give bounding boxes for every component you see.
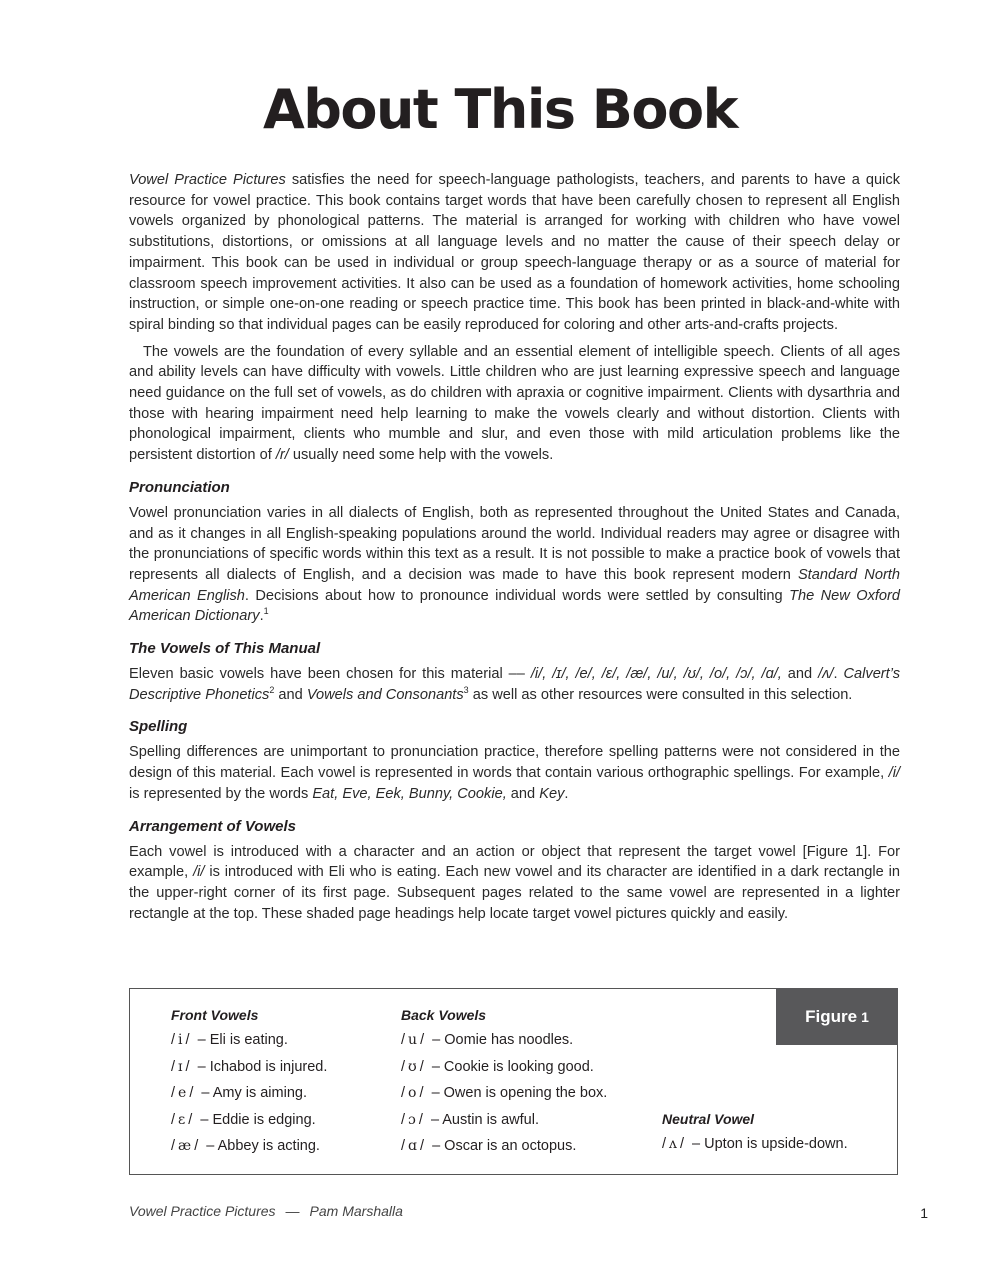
vowels-manual-paragraph: Eleven basic vowels have been chosen for this material –– /i/, /ɪ/, /e/, /ɛ/, /æ/, /u/, /ʊ/, /o/, /ɔ/, /ɑ/, and /ʌ/. Calvert’s Descriptive Phonetics$^2$ and Vowels and Consonants$^3$ as well as other resources were consulted in this selection.: [129, 666, 901, 703]
page-title: About This Book: [262, 78, 738, 141]
neutral-vowel-heading: Neutral Vowel: [662, 1111, 755, 1127]
footer-book-title: Vowel Practice Pictures: [129, 1203, 276, 1219]
footnote-ref-3: 3: [463, 684, 469, 695]
footnote-ref-1: 1: [263, 606, 269, 617]
vowel-item: / o / – Owen is opening the box.: [401, 1085, 608, 1101]
vowel-item: / ɔ / – Austin is awful.: [401, 1111, 539, 1128]
figure-1-box: [129, 988, 898, 1175]
book-title-italic: Vowel Practice Pictures: [129, 172, 286, 188]
front-vowels-heading: Front Vowels: [171, 1007, 259, 1023]
vowel-item: / ʌ / – Upton is upside-down.: [662, 1136, 848, 1152]
footer-credit: Vowel Practice Pictures — Pam Marshalla: [129, 1203, 403, 1219]
section-heading-spelling: Spelling: [129, 718, 188, 736]
footnote-ref-2: 2: [269, 684, 275, 695]
front-vowels-column: [171, 1007, 327, 1163]
vowel-item: / ɪ / – Ichabod is injured.: [171, 1058, 328, 1075]
vowel-item: / ɑ / – Oscar is an octopus.: [401, 1138, 577, 1154]
vowel-item: / i / – Eli is eating.: [171, 1032, 288, 1048]
figure-label-tab: Figure 1: [776, 988, 898, 1045]
pronunciation-paragraph: Vowel pronunciation varies in all dialects of English, both as represented throughout the United States and Canada, and as it changes in all English-speaking populations around the world. Individual readers may agree or disagree with the pronunciations of specific words within this text as a result. It is not possible to make a practice book of vowels that represents all dialects of English, and a decision was made to have this book represent modern Standard North American English. Decisions about how to pronounce individual words were settled by consulting The New Oxford American Dictionary.$^1$: [129, 504, 901, 625]
section-heading-pronunciation: Pronunciation: [129, 478, 230, 496]
section-heading-arrangement: Arrangement of Vowels: [129, 817, 296, 835]
vowel-item: / ɛ / – Eddie is edging.: [171, 1111, 316, 1128]
vowel-item: / ʊ / – Cookie is looking good.: [401, 1058, 594, 1075]
section-heading-vowels-manual: The Vowels of This Manual: [129, 640, 321, 658]
back-vowels-column: [401, 1007, 607, 1163]
page-number: 1: [920, 1205, 928, 1221]
vowel-item: / u / – Oomie has noodles.: [401, 1032, 574, 1048]
vowel-item: / e / – Amy is aiming.: [171, 1085, 307, 1101]
vowel-item: / æ / – Abbey is acting.: [171, 1138, 320, 1154]
intro-paragraph-2: The vowels are the foundation of every syllable and an essential element of intelligible speech. Clients of all ages and ability levels can have difficulty with vowels. Little children who are just learning expressive speech and language need guidance on the full set of vowels, as do children with apraxia or cognitive impairment. Clients with dysarthria and those with hearing impairment need help learning to make the vowels clearly and without distortion. Clients with phonological impairment, clients who mumble and slur, and even those with mild articulation problems like the persistent distortion of /r/ usually need some help with the vowels.: [129, 343, 900, 464]
footer-author: Pam Marshalla: [309, 1203, 403, 1219]
arrangement-paragraph: Each vowel is introduced with a character and an action or object that represent the target vowel [Figure 1]. For example, /i/ is introduced with Eli who is eating. Each new vowel and its character are identified in a dark rectangle in the upper-right corner of its first page. Subsequent pages related to the same vowel are represented in a lighter rectangle at the top. These shaded page headings help locate target vowel pictures quickly and easily.: [129, 843, 900, 922]
intro-paragraph-1: Vowel Practice Pictures satisfies the need for speech-language pathologists, teachers, and parents to have a quick resource for vowel practice. This book contains target words that have been carefully chosen to represent all English vowels organized by phonological patterns. The material is arranged for working with children who have vowel substitutions, distortions, or omissions at all language levels and no matter the cause of their speech delay or impairment. This book can be used in individual or group speech-language therapy or as a source of material for classroom speech improvement activities. It also can be used as a foundation of homework activities, home schooling instruction, or simple one-on-one reading or speech practice time. This book has been printed in black-and-white with spiral binding so that individual pages can be easily reproduced for coloring and other arts-and-crafts projects.: [129, 172, 901, 333]
back-vowels-heading: Back Vowels: [401, 1007, 487, 1023]
body-content: [129, 170, 900, 930]
spelling-paragraph: Spelling differences are unimportant to pronunciation practice, therefore spelling patterns were not considered in the design of this material. Each vowel is represented in words that contain various orthographic spellings. For example, /i/ is represented by the words Eat, Eve, Eek, Bunny, Cookie, and Key.: [129, 744, 900, 802]
neutral-vowel-column: [662, 1111, 848, 1161]
